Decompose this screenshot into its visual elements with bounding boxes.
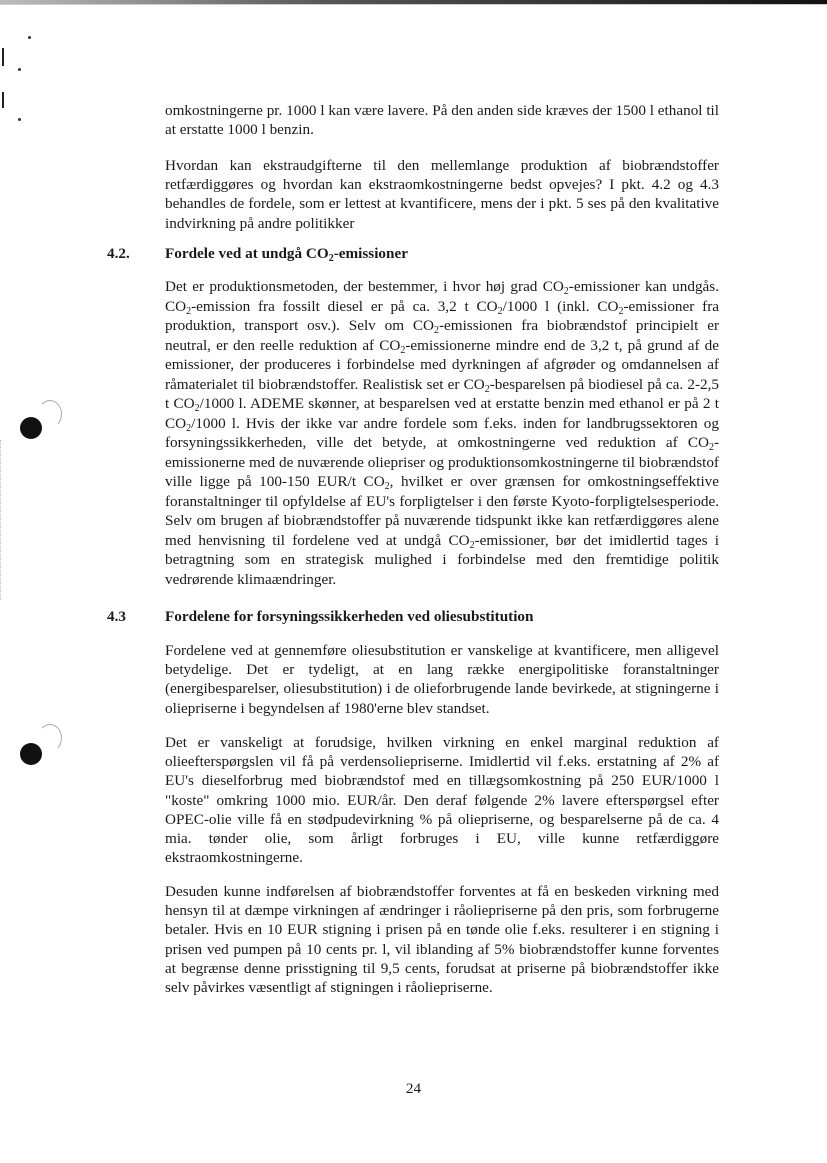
paragraph-question: Hvordan kan ekstraudgifterne til den mellemlange produktion af biobrændstoffer retfærdiggøres og hvordan kan ekstraomkostningerne bedst opvejes? I pkt. 4.2 og 4.3 behandles de fordele, som er lettest at kvantificere, mens der i pkt. 5 ses på den kvalitative indvirkning på andre politikker [165, 157, 719, 232]
paragraph-price-damping: Desuden kunne indførelsen af biobrændstoffer forventes at få en beskeden virkning med hensyn til at dæmpe virkningen af ændringer i råoliepriserne på den pris, som forbrugerne betaler. Hvis en 10 EUR stigning i prisen på en tønde olie f.eks. resulterer i en stigning i prisen ved pumpen på 10 cents pr. l, vil iblanding af 5% biobrændstoffer kunne forventes at begrænse denne prisstigning til 9,5 cents, forudsat at priserne på biobrændstoffer ikke selv påvirkes væsentligt af stigningen i råoliepriserne. [165, 883, 719, 997]
section-number: 4.3 [107, 608, 126, 625]
paragraph-oil-substitution: Fordelene ved at gennemføre oliesubstitution er vanskelige at kvantificere, men alligevel betydelige. Det er tydeligt, at en lang række energipolitiske foranstaltninger (energibesparelser, oliesubstitution) i de olieforbrugende lande bevirkede, at stigningerne i oliepriserne i begyndelsen af 1980'erne blev standset. [165, 642, 719, 717]
paragraph-co2-emissions: Det er produktionsmetoden, der bestemmer, i hvor høj grad $CO_2$-emissioner kan undgås. $CO_2$-emission fra fossilt diesel er på ca. 3,2 t $CO_2/1000$ l (inkl. $CO_2$-emissioner fra produktion, transport osv.). Selv om $CO_2$-emissionen fra biobrændstof principielt er neutral, er den reelle reduktion af $CO_2$-emissionerne mindre end de 3,2 t, på grund af de emissioner, der produceres i forbindelse med dyrkningen af afgrøder og omdannelsen af råmaterialet til biobrændstoffer. Realistisk set er $CO_2$-besparelsen på biodiesel på ca. 2-2,5 t $CO_2/1000$ l. ADEME skønner, at besparelsen ved at erstatte benzin med ethanol er på 2 t $CO_2/1000$ l. Hvis der ikke var andre fordele som f.eks. inden for landbrugssektoren og forsyningssikkerheden, ville det betyde, at omkostningerne ved reduktion af $CO_2$-emissionerne med de nuværende oliepriser og produktionsomkostningerne til biobrændstof ville ligge på 100-150 EUR/t $CO_2$, hvilket er over grænsen for omkostningseffektive foranstaltninger til opfyldelse af EU's forpligtelser i den første Kyoto-forpligtelsesperiode. Selv om brugen af biobrændstoffer på nuværende tidspunkt ikke kan retfærdiggøres alene med henvisning til fordelene ved at undgå $CO_2$-emissioner, bør det imidlertid tages i betragtning som en strategisk mulighed i forbindelse med den fremtidige politik vedrørende klimaændringer. [165, 278, 720, 588]
paragraph-oil-price-effect: Det er vanskeligt at forudsige, hvilken virkning en enkel marginal reduktion af olieefterspørgslen vil få på verdensoliepriserne. Imidlertid vil f.eks. erstatning af 2% af EU's dieselforbrug med biobrændstof med en tillægsomkostning på 250 EUR/1000 l "koste" omkring 1000 mio. EUR/år. Den deraf følgende 2% lavere efterspørgsel efter OPEC-olie ville få en stødpudevirkning % på oliepriserne, og besparelserne på de ca. 4 mia. tønder olie, som årligt forbruges i EU, ville kunne retfærdiggøre ekstraomkostningerne. [165, 734, 719, 867]
section-title: Fordele ved at undgå $CO_2$-emissioner [165, 245, 408, 264]
page-number: 24 [405, 1080, 422, 1097]
paragraph-intro-continuation: omkostningerne pr. 1000 l kan være lavere. På den anden side kræves der 1500 l ethanol til at erstatte 1000 l benzin. [165, 102, 719, 139]
section-number: 4.2. [107, 245, 130, 262]
section-title: Fordelene for forsyningssikkerheden ved oliesubstitution [165, 608, 534, 625]
